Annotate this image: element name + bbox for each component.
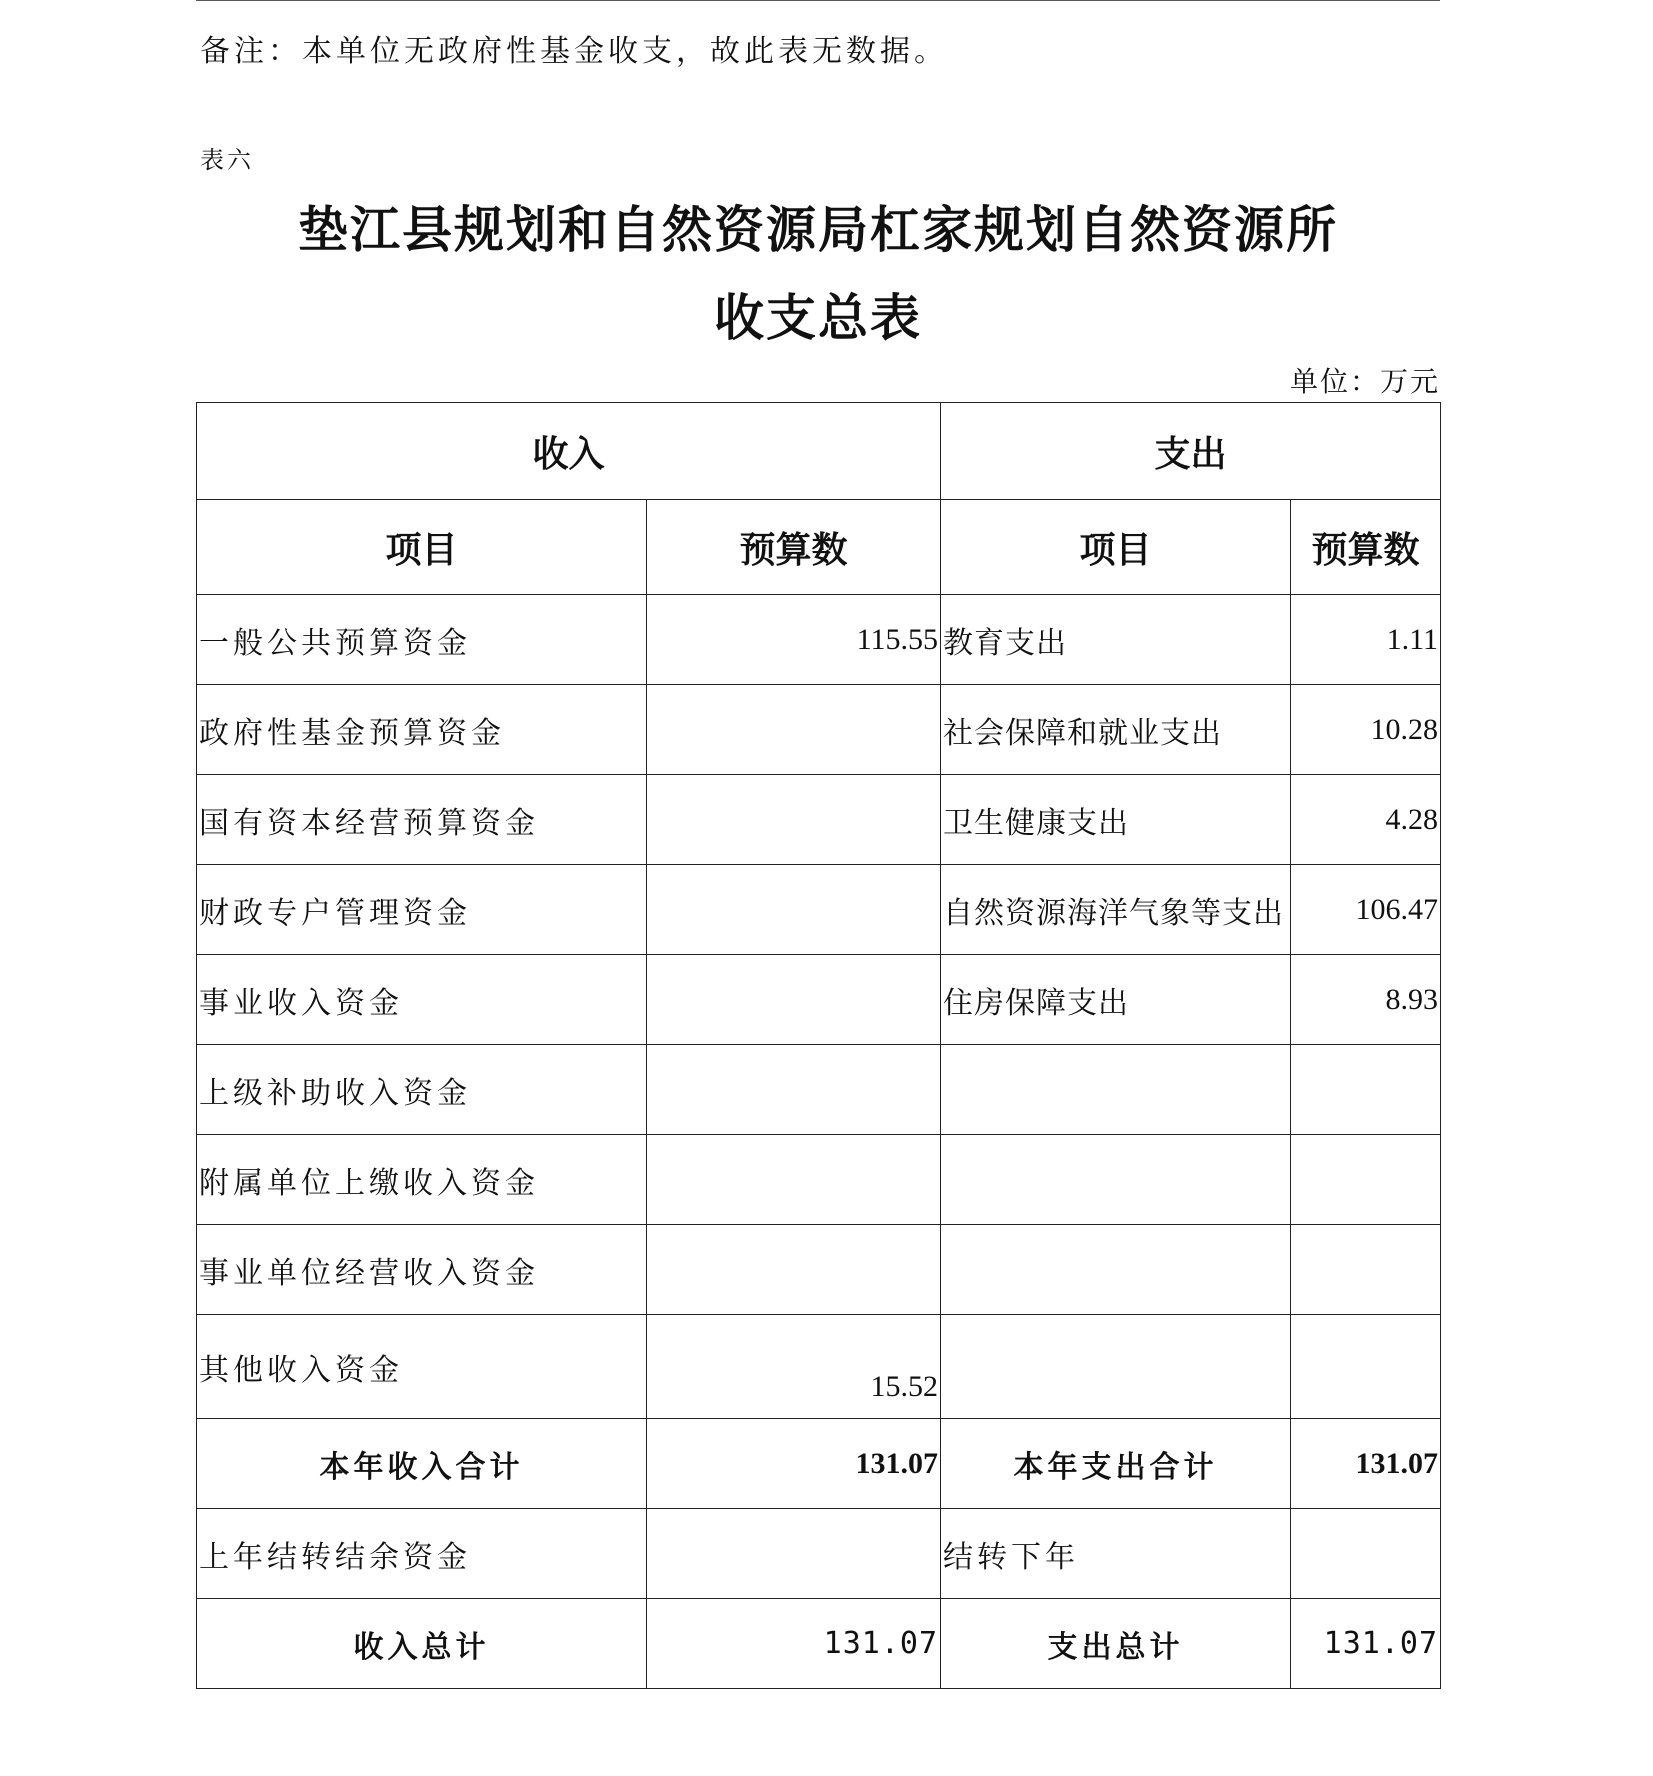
carryover-expense-value: [1291, 1509, 1441, 1599]
header-row-groups: [197, 403, 1441, 500]
income-value: [647, 1045, 941, 1135]
income-item: 国有资本经营预算资金: [197, 775, 647, 865]
expense-value: [1291, 1315, 1441, 1419]
grand-income-total-value: 131.07: [647, 1599, 941, 1689]
income-item: 一般公共预算资金: [197, 595, 647, 685]
page-title: 垫江县规划和自然资源局杠家规划自然资源所: [298, 201, 1338, 259]
expense-value: 8.93: [1291, 955, 1441, 1045]
expense-value: 106.47: [1291, 865, 1441, 955]
note-text: 备注：本单位无政府性基金收支，故此表无数据。: [200, 34, 948, 69]
top-rule: [196, 0, 1440, 1]
expense-item: [941, 1225, 1291, 1315]
year-income-total-value: 131.07: [647, 1419, 941, 1509]
expense-value: [1291, 1225, 1441, 1315]
year-expense-total-value: 131.07: [1291, 1419, 1441, 1509]
expense-group-header: 支出: [941, 403, 1441, 500]
expense-item: 教育支出: [941, 595, 1291, 685]
expense-item-header: 项目: [941, 500, 1291, 595]
income-item: 其他收入资金: [197, 1315, 647, 1419]
income-group-header: 收入: [197, 403, 941, 500]
unit-label: 单位：万元: [1289, 365, 1440, 398]
expense-item: 自然资源海洋气象等支出: [941, 865, 1291, 955]
table-row: [197, 1225, 1441, 1315]
expense-value: 4.28: [1291, 775, 1441, 865]
income-value: [647, 955, 941, 1045]
income-item: 事业单位经营收入资金: [197, 1225, 647, 1315]
grand-expense-total-label: 支出总计: [941, 1599, 1291, 1689]
table-row: [197, 865, 1441, 955]
carryover-row: [197, 1509, 1441, 1599]
grand-total-row: [197, 1599, 1441, 1689]
expense-item: 住房保障支出: [941, 955, 1291, 1045]
expense-item: 社会保障和就业支出: [941, 685, 1291, 775]
income-item: 财政专户管理资金: [197, 865, 647, 955]
grand-income-total-label: 收入总计: [197, 1599, 647, 1689]
expense-item: [941, 1135, 1291, 1225]
expense-value: 1.11: [1291, 595, 1441, 685]
income-item-header: 项目: [197, 500, 647, 595]
year-income-total-label: 本年收入合计: [197, 1419, 647, 1509]
expense-budget-header: 预算数: [1291, 500, 1441, 595]
expense-item: [941, 1045, 1291, 1135]
income-value: [647, 685, 941, 775]
income-item: 附属单位上缴收入资金: [197, 1135, 647, 1225]
table-row: [197, 1315, 1441, 1419]
expense-value: [1291, 1135, 1441, 1225]
table-row: [197, 595, 1441, 685]
table-row: [197, 775, 1441, 865]
header-row-columns: [197, 500, 1441, 595]
table-row: [197, 685, 1441, 775]
table-label: 表六: [200, 146, 254, 174]
expense-value: 10.28: [1291, 685, 1441, 775]
income-item: 政府性基金预算资金: [197, 685, 647, 775]
income-item: 事业收入资金: [197, 955, 647, 1045]
carryover-income-label: 上年结转结余资金: [197, 1509, 647, 1599]
income-value: 15.52: [647, 1315, 941, 1419]
grand-expense-total-value: 131.07: [1291, 1599, 1441, 1689]
income-value: 115.55: [647, 595, 941, 685]
income-value: [647, 775, 941, 865]
table-row: [197, 1045, 1441, 1135]
table-row: [197, 955, 1441, 1045]
table-row: [197, 1135, 1441, 1225]
income-value: [647, 865, 941, 955]
income-expense-table: [196, 402, 1441, 1689]
income-budget-header: 预算数: [647, 500, 941, 595]
carryover-income-value: [647, 1509, 941, 1599]
expense-item: [941, 1315, 1291, 1419]
income-item: 上级补助收入资金: [197, 1045, 647, 1135]
year-total-row: [197, 1419, 1441, 1509]
expense-item: 卫生健康支出: [941, 775, 1291, 865]
income-value: [647, 1225, 941, 1315]
expense-value: [1291, 1045, 1441, 1135]
year-expense-total-label: 本年支出合计: [941, 1419, 1291, 1509]
page-subtitle: 收支总表: [714, 289, 922, 347]
income-value: [647, 1135, 941, 1225]
carryover-expense-label: 结转下年: [941, 1509, 1291, 1599]
